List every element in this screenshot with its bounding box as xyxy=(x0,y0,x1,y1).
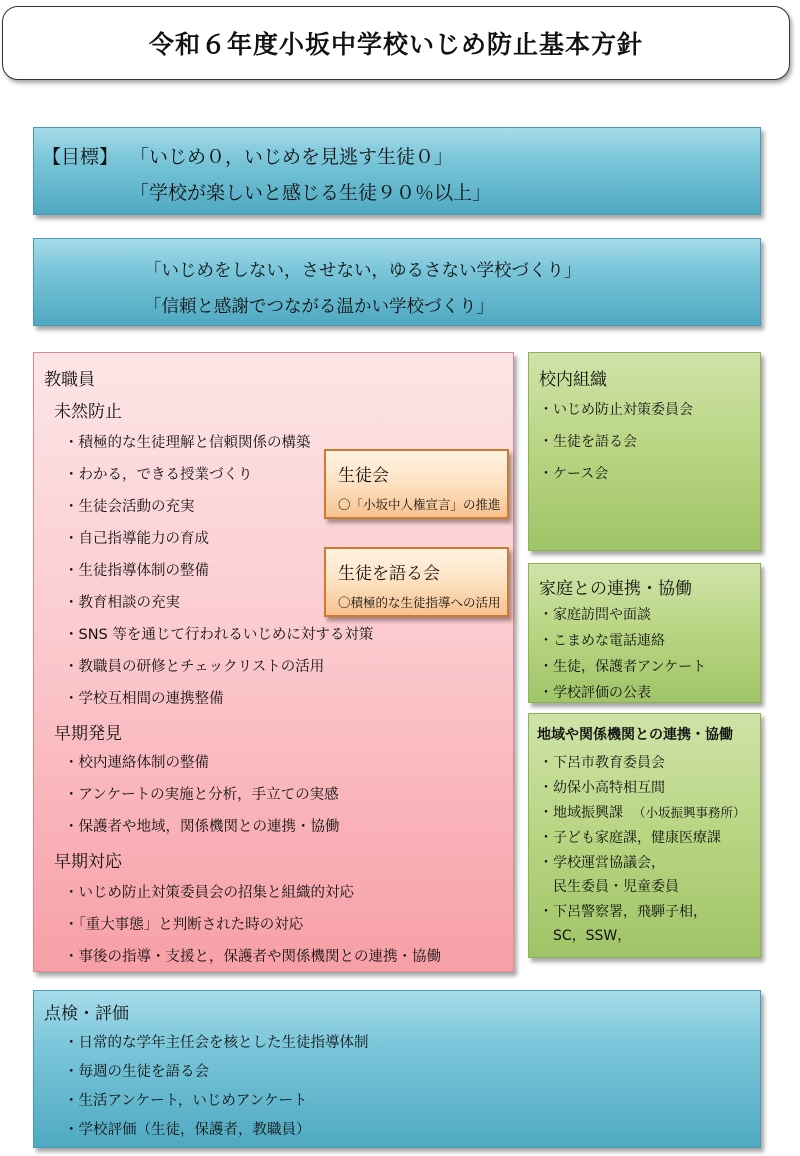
prevention-item: ・教職員の研修とチェックリストの活用 xyxy=(64,659,325,675)
school-org-box xyxy=(528,352,761,551)
community-box xyxy=(528,713,761,958)
goal-line-1: 「いじめ０，いじめを見逃す生徒０」 xyxy=(130,146,454,168)
family-item: ・生徒，保護者アンケート xyxy=(539,659,707,675)
slogans-box xyxy=(33,238,761,326)
early-response-heading: 早期対応 xyxy=(54,852,122,872)
student-talk-title: 生徒を語る会 xyxy=(338,564,440,584)
community-item: ・地域振興課 xyxy=(539,805,623,821)
community-item: ・学校運営協議会， xyxy=(539,855,665,871)
prevention-item: ・SNS 等を通じて行われるいじめに対する対策 xyxy=(64,627,374,643)
page-title-box xyxy=(2,6,790,80)
student-council-title: 生徒会 xyxy=(338,466,389,486)
community-item: 民生委員・児童委員 xyxy=(553,879,679,895)
slogan-line-2: 「信頼と感謝でつながる温かい学校づくり」 xyxy=(144,297,494,317)
early-detection-heading: 早期発見 xyxy=(54,724,122,744)
family-item: ・家庭訪問や面談 xyxy=(539,607,651,623)
evaluation-item: ・生活アンケート，いじめアンケート xyxy=(64,1093,308,1109)
goals-label: 【目標】 xyxy=(42,146,119,168)
school-org-item: ・ケース会 xyxy=(539,466,609,482)
prevention-item: ・生徒会活動の充実 xyxy=(64,499,195,515)
community-item: ・子ども家庭課，健康医療課 xyxy=(539,830,721,846)
evaluation-item: ・日常的な学年主任会を核とした生徒指導体制 xyxy=(64,1035,369,1051)
prevention-item: ・自己指導能力の育成 xyxy=(64,531,209,547)
community-item: ・幼保小高特相互間 xyxy=(539,780,665,796)
early-response-item: ・事後の指導・支援と，保護者や関係機関との連携・協働 xyxy=(64,949,441,965)
prevention-heading: 未然防止 xyxy=(54,402,122,422)
community-heading: 地域や関係機関との連携・協働 xyxy=(537,727,733,743)
early-response-item: ・「重大事態」と判断された時の対応 xyxy=(64,917,304,933)
prevention-item: ・生徒指導体制の整備 xyxy=(64,563,209,579)
evaluation-item: ・毎週の生徒を語る会 xyxy=(64,1064,209,1080)
early-response-item: ・いじめ防止対策委員会の招集と組織的対応 xyxy=(64,885,354,901)
community-item: ・下呂警察署，飛騨子相， xyxy=(539,904,707,920)
family-item: ・こまめな電話連絡 xyxy=(539,633,665,649)
goal-line-2: 「学校が楽しいと感じる生徒９０％以上」 xyxy=(130,182,492,204)
prevention-item: ・わかる，できる授業づくり xyxy=(64,467,253,483)
school-org-item: ・いじめ防止対策委員会 xyxy=(539,402,693,418)
student-council-text: 〇「小坂中人権宣言」の推進 xyxy=(338,497,501,512)
early-detection-item: ・アンケートの実施と分析，手立ての実感 xyxy=(64,787,339,803)
community-item-note: （小坂振興事務所） xyxy=(633,805,746,820)
evaluation-box xyxy=(33,990,761,1148)
prevention-item: ・積極的な生徒理解と信頼関係の構築 xyxy=(64,435,311,451)
prevention-item: ・学校互相間の連携整備 xyxy=(64,691,224,707)
community-item: SC，SSW， xyxy=(553,928,632,944)
school-org-item: ・生徒を語る会 xyxy=(539,434,637,450)
community-item: ・下呂市教育委員会 xyxy=(539,755,665,771)
staff-box xyxy=(33,352,514,972)
goals-box xyxy=(33,127,761,215)
staff-heading: 教職員 xyxy=(44,370,95,390)
family-box xyxy=(528,563,761,703)
slogan-line-1: 「いじめをしない，させない，ゆるさない学校づくり」 xyxy=(144,261,582,281)
prevention-item: ・教育相談の充実 xyxy=(64,595,180,611)
family-heading: 家庭との連携・協働 xyxy=(539,579,692,599)
evaluation-heading: 点検・評価 xyxy=(44,1004,129,1024)
school-org-heading: 校内組織 xyxy=(539,370,607,390)
evaluation-item: ・学校評価（生徒，保護者，教職員） xyxy=(64,1122,311,1138)
early-detection-item: ・校内連絡体制の整備 xyxy=(64,755,209,771)
student-council-callout xyxy=(324,449,509,519)
family-item: ・学校評価の公表 xyxy=(539,685,651,701)
student-talk-text: 〇積極的な生徒指導への活用 xyxy=(338,595,501,610)
page-title: 令和６年度小坂中学校いじめ防止基本方針 xyxy=(148,30,643,59)
student-talk-callout xyxy=(324,547,509,617)
early-detection-item: ・保護者や地域，関係機関との連携・協働 xyxy=(64,819,340,835)
